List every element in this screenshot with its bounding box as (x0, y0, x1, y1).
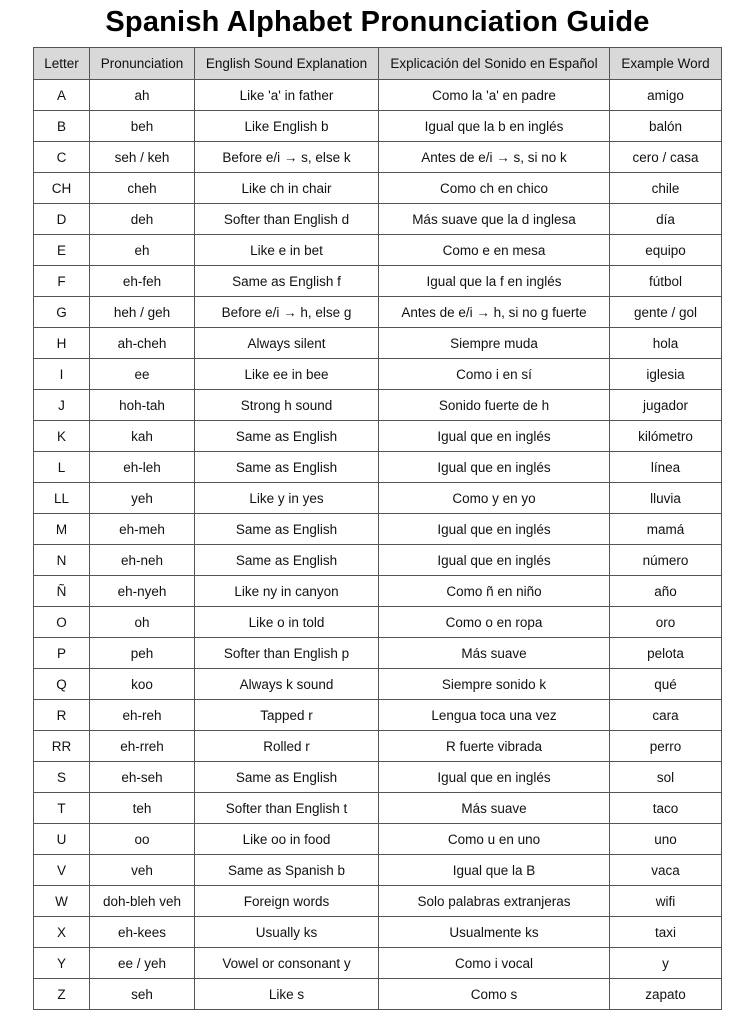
example-word-cell: perro (610, 731, 722, 762)
english-sound-cell: Like o in told (195, 607, 379, 638)
letter-cell: R (34, 700, 90, 731)
example-word-cell: cero / casa (610, 142, 722, 173)
pronunciation-cell: eh-meh (90, 514, 195, 545)
spanish-sound-cell: Sonido fuerte de h (379, 390, 610, 421)
example-word-cell: wifi (610, 886, 722, 917)
header-example-word: Example Word (610, 48, 722, 80)
english-sound-cell: Foreign words (195, 886, 379, 917)
english-sound-cell: Softer than English p (195, 638, 379, 669)
spanish-sound-cell: Lengua toca una vez (379, 700, 610, 731)
example-word-cell: hola (610, 328, 722, 359)
pronunciation-cell: seh (90, 979, 195, 1010)
table-row (34, 886, 722, 917)
pronunciation-cell: kah (90, 421, 195, 452)
spanish-sound-cell: Igual que en inglés (379, 514, 610, 545)
pronunciation-cell: koo (90, 669, 195, 700)
spanish-sound-cell: Igual que en inglés (379, 421, 610, 452)
spanish-sound-cell: Igual que la b en inglés (379, 111, 610, 142)
table-row (34, 545, 722, 576)
pronunciation-cell: eh-leh (90, 452, 195, 483)
english-sound-cell: Softer than English d (195, 204, 379, 235)
spanish-sound-cell: Como y en yo (379, 483, 610, 514)
english-sound-cell: Always silent (195, 328, 379, 359)
pronunciation-cell: eh-kees (90, 917, 195, 948)
example-word-cell: lluvia (610, 483, 722, 514)
example-word-cell: taco (610, 793, 722, 824)
letter-cell: G (34, 297, 90, 328)
letter-cell: M (34, 514, 90, 545)
letter-cell: A (34, 80, 90, 111)
table-row (34, 762, 722, 793)
header-english-sound: English Sound Explanation (195, 48, 379, 80)
example-word-cell: pelota (610, 638, 722, 669)
english-sound-cell: Same as English f (195, 266, 379, 297)
header-row (34, 48, 722, 80)
letter-cell: O (34, 607, 90, 638)
spanish-sound-cell: Usualmente ks (379, 917, 610, 948)
letter-cell: RR (34, 731, 90, 762)
letter-cell: V (34, 855, 90, 886)
letter-cell: D (34, 204, 90, 235)
example-word-cell: fútbol (610, 266, 722, 297)
english-sound-cell: Tapped r (195, 700, 379, 731)
example-word-cell: equipo (610, 235, 722, 266)
table-row (34, 359, 722, 390)
table-row (34, 793, 722, 824)
example-word-cell: uno (610, 824, 722, 855)
alphabet-table (33, 47, 722, 1010)
spanish-sound-cell: Solo palabras extranjeras (379, 886, 610, 917)
english-sound-cell: Always k sound (195, 669, 379, 700)
pronunciation-cell: heh / geh (90, 297, 195, 328)
pronunciation-cell: seh / keh (90, 142, 195, 173)
spanish-sound-cell: Igual que la B (379, 855, 610, 886)
spanish-sound-cell: Como u en uno (379, 824, 610, 855)
pronunciation-cell: ah (90, 80, 195, 111)
table-row (34, 731, 722, 762)
table-row (34, 297, 722, 328)
table-row (34, 421, 722, 452)
example-word-cell: amigo (610, 80, 722, 111)
english-sound-cell: Rolled r (195, 731, 379, 762)
spanish-sound-cell: Como s (379, 979, 610, 1010)
letter-cell: I (34, 359, 90, 390)
english-sound-cell: Like oo in food (195, 824, 379, 855)
english-sound-cell: Same as English (195, 514, 379, 545)
table-row (34, 173, 722, 204)
table-row (34, 514, 722, 545)
example-word-cell: balón (610, 111, 722, 142)
example-word-cell: y (610, 948, 722, 979)
pronunciation-cell: oo (90, 824, 195, 855)
pronunciation-cell: eh-nyeh (90, 576, 195, 607)
pronunciation-cell: eh-feh (90, 266, 195, 297)
pronunciation-cell: veh (90, 855, 195, 886)
english-sound-cell: Like s (195, 979, 379, 1010)
letter-cell: F (34, 266, 90, 297)
pronunciation-cell: cheh (90, 173, 195, 204)
table-row (34, 824, 722, 855)
pronunciation-cell: doh-bleh veh (90, 886, 195, 917)
table-row (34, 607, 722, 638)
spanish-sound-cell: Más suave (379, 793, 610, 824)
spanish-sound-cell: Como ñ en niño (379, 576, 610, 607)
pronunciation-cell: ee / yeh (90, 948, 195, 979)
example-word-cell: qué (610, 669, 722, 700)
page-title: Spanish Alphabet Pronunciation Guide (105, 6, 650, 38)
example-word-cell: oro (610, 607, 722, 638)
spanish-sound-cell: Más suave que la d inglesa (379, 204, 610, 235)
pronunciation-cell: ah-cheh (90, 328, 195, 359)
english-sound-cell: Before e/i → h, else g (195, 297, 379, 328)
english-sound-cell: Like ch in chair (195, 173, 379, 204)
spanish-sound-cell: Como ch en chico (379, 173, 610, 204)
header-letter: Letter (34, 48, 90, 80)
letter-cell: E (34, 235, 90, 266)
spanish-sound-cell: Como i en sí (379, 359, 610, 390)
english-sound-cell: Like y in yes (195, 483, 379, 514)
letter-cell: H (34, 328, 90, 359)
letter-cell: W (34, 886, 90, 917)
english-sound-cell: Same as English (195, 545, 379, 576)
english-sound-cell: Like ny in canyon (195, 576, 379, 607)
example-word-cell: vaca (610, 855, 722, 886)
english-sound-cell: Strong h sound (195, 390, 379, 421)
english-sound-cell: Same as English (195, 421, 379, 452)
example-word-cell: zapato (610, 979, 722, 1010)
table-row (34, 204, 722, 235)
table-row (34, 142, 722, 173)
table-row (34, 235, 722, 266)
english-sound-cell: Like e in bet (195, 235, 379, 266)
pronunciation-cell: ee (90, 359, 195, 390)
example-word-cell: número (610, 545, 722, 576)
table-body (34, 80, 722, 1010)
spanish-sound-cell: Como e en mesa (379, 235, 610, 266)
pronunciation-cell: peh (90, 638, 195, 669)
english-sound-cell: Before e/i → s, else k (195, 142, 379, 173)
table-row (34, 111, 722, 142)
example-word-cell: taxi (610, 917, 722, 948)
table-row (34, 576, 722, 607)
header-spanish-sound: Explicación del Sonido en Español (379, 48, 610, 80)
spanish-sound-cell: Igual que en inglés (379, 762, 610, 793)
table-row (34, 390, 722, 421)
letter-cell: CH (34, 173, 90, 204)
english-sound-cell: Same as Spanish b (195, 855, 379, 886)
example-word-cell: chile (610, 173, 722, 204)
letter-cell: P (34, 638, 90, 669)
pronunciation-cell: eh-rreh (90, 731, 195, 762)
letter-cell: N (34, 545, 90, 576)
pronunciation-cell: eh-reh (90, 700, 195, 731)
example-word-cell: cara (610, 700, 722, 731)
spanish-sound-cell: Más suave (379, 638, 610, 669)
pronunciation-cell: beh (90, 111, 195, 142)
letter-cell: T (34, 793, 90, 824)
letter-cell: B (34, 111, 90, 142)
table-row (34, 979, 722, 1010)
english-sound-cell: Like English b (195, 111, 379, 142)
pronunciation-cell: hoh-tah (90, 390, 195, 421)
spanish-sound-cell: Antes de e/i → s, si no k (379, 142, 610, 173)
example-word-cell: mamá (610, 514, 722, 545)
letter-cell: X (34, 917, 90, 948)
letter-cell: S (34, 762, 90, 793)
example-word-cell: kilómetro (610, 421, 722, 452)
table-row (34, 669, 722, 700)
spanish-sound-cell: Como o en ropa (379, 607, 610, 638)
table-row (34, 328, 722, 359)
pronunciation-cell: yeh (90, 483, 195, 514)
spanish-sound-cell: R fuerte vibrada (379, 731, 610, 762)
example-word-cell: jugador (610, 390, 722, 421)
english-sound-cell: Same as English (195, 762, 379, 793)
pronunciation-cell: deh (90, 204, 195, 235)
english-sound-cell: Like ee in bee (195, 359, 379, 390)
pronunciation-cell: eh-neh (90, 545, 195, 576)
example-word-cell: día (610, 204, 722, 235)
spanish-sound-cell: Siempre sonido k (379, 669, 610, 700)
letter-cell: J (34, 390, 90, 421)
table-row (34, 917, 722, 948)
table-row (34, 266, 722, 297)
english-sound-cell: Softer than English t (195, 793, 379, 824)
letter-cell: U (34, 824, 90, 855)
table-row (34, 700, 722, 731)
spanish-sound-cell: Siempre muda (379, 328, 610, 359)
letter-cell: C (34, 142, 90, 173)
spanish-sound-cell: Igual que en inglés (379, 545, 610, 576)
example-word-cell: iglesia (610, 359, 722, 390)
letter-cell: Q (34, 669, 90, 700)
letter-cell: Z (34, 979, 90, 1010)
table-row (34, 80, 722, 111)
table-row (34, 948, 722, 979)
spanish-sound-cell: Igual que la f en inglés (379, 266, 610, 297)
table-row (34, 483, 722, 514)
letter-cell: K (34, 421, 90, 452)
pronunciation-cell: eh-seh (90, 762, 195, 793)
pronunciation-cell: oh (90, 607, 195, 638)
english-sound-cell: Like 'a' in father (195, 80, 379, 111)
example-word-cell: gente / gol (610, 297, 722, 328)
table-row (34, 638, 722, 669)
table-row (34, 452, 722, 483)
pronunciation-cell: eh (90, 235, 195, 266)
letter-cell: L (34, 452, 90, 483)
letter-cell: Y (34, 948, 90, 979)
letter-cell: LL (34, 483, 90, 514)
example-word-cell: línea (610, 452, 722, 483)
example-word-cell: sol (610, 762, 722, 793)
spanish-sound-cell: Como la 'a' en padre (379, 80, 610, 111)
english-sound-cell: Same as English (195, 452, 379, 483)
header-pronunciation: Pronunciation (90, 48, 195, 80)
spanish-sound-cell: Antes de e/i → h, si no g fuerte (379, 297, 610, 328)
letter-cell: Ñ (34, 576, 90, 607)
example-word-cell: año (610, 576, 722, 607)
english-sound-cell: Vowel or consonant y (195, 948, 379, 979)
spanish-sound-cell: Como i vocal (379, 948, 610, 979)
english-sound-cell: Usually ks (195, 917, 379, 948)
pronunciation-cell: teh (90, 793, 195, 824)
spanish-sound-cell: Igual que en inglés (379, 452, 610, 483)
table-row (34, 855, 722, 886)
